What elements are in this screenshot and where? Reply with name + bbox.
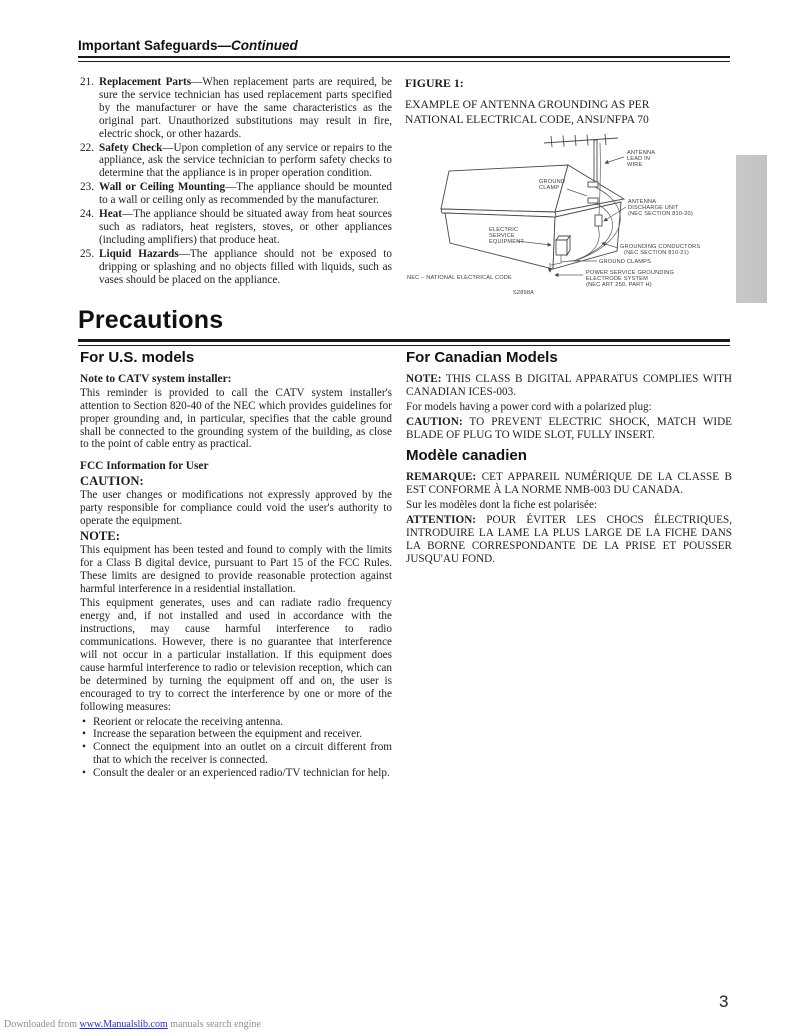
label-grounding-conductors: GROUNDING CONDUCTORS — [620, 244, 701, 250]
list-item: • Consult the dealer or an experienced radio/TV technician for help. — [80, 767, 392, 780]
item-number: 23. — [80, 181, 94, 194]
item-text: —Upon completion of any service or repairs to the appliance, ask the service technician to perform safety checks to determine that the appliance is in proper operation condition. — [99, 141, 392, 180]
antenna-grounding-diagram — [405, 132, 735, 307]
header-title — [78, 38, 730, 53]
manualslib-link[interactable]: www.Manualslib.com — [79, 1019, 168, 1030]
caution-paragraph: The user changes or modifications not expressly approved by the party responsible for compliance could void the user's authority to operate the equipment. — [80, 489, 392, 527]
polarized-plug-note-fr: Sur les modèles dont la fiche est polarisée: — [406, 499, 598, 512]
item-term: Heat — [99, 208, 122, 221]
item-body — [99, 208, 392, 247]
label-grounding-conductors: (NEC SECTION 810-21) — [624, 250, 689, 256]
item-text: —When replacement parts are required, be sure the service technician has used replacement parts specified by the manufacturer or have the same characteristics as the original part. Unauthorized substitutions may result in fire, electric shock, or other hazards. — [99, 76, 392, 140]
list-item: • Reorient or relocate the receiving antenna. — [80, 716, 392, 729]
label-nec-note: NEC – NATIONAL ELECTRICAL CODE — [407, 275, 512, 281]
item-term: Liquid Hazards — [99, 247, 179, 260]
us-models-section — [80, 349, 392, 780]
label-antenna-discharge-unit: (NEC SECTION 810-20) — [628, 211, 693, 217]
note-label: NOTE: — [406, 372, 442, 385]
polarized-plug-note: For models having a power cord with a polarized plug: — [406, 400, 652, 413]
canadian-models-heading: For Canadian Models — [406, 349, 558, 366]
remarque-paragraph — [406, 471, 732, 497]
label-antenna-lead-in: ANTENNA — [627, 150, 656, 156]
item-body — [99, 142, 392, 181]
label-ground-clamp: GROUND — [539, 179, 566, 185]
item-term: Replacement Parts — [99, 76, 192, 88]
label-power-service-grounding: POWER SERVICE GROUNDING — [586, 270, 675, 276]
note-text: THIS CLASS B DIGITAL APPARATUS COMPLIES WITH CANADIAN ICES-003. — [406, 372, 732, 398]
safeguards-list — [80, 76, 392, 288]
catv-paragraph: This reminder is provided to call the CATV system installer's attention to Section 820-40 of the NEC which provides guidelines for proper grounding and, in particular, specifies that the cable ground shall be connected to the grounding system of the building, as close to the point of cable entry as practical. — [80, 386, 392, 451]
list-item: • Connect the equipment into an outlet on a circuit different from that to which the receiver is connected. — [80, 741, 392, 767]
figure-block — [405, 76, 737, 307]
caution-label: CAUTION: — [406, 415, 463, 428]
precautions-title: Precautions — [78, 306, 224, 334]
footer-prefix: Downloaded from — [4, 1019, 80, 1030]
page-header — [78, 38, 730, 62]
list-item — [80, 208, 392, 247]
note-paragraph-1: This equipment has been tested and found to comply with the limits for a Class B digital device, pursuant to Part 15 of the FCC Rules. These limits are designed to provide reasonable protection against harmful interference in a residential installation. — [80, 543, 392, 595]
item-number: 21. — [80, 76, 94, 88]
remarque-label: REMARQUE: — [406, 471, 477, 484]
label-ground-clamps: GROUND CLAMPS — [599, 259, 652, 265]
label-power-service-grounding: ELECTRODE SYSTEM — [586, 276, 648, 282]
footer — [4, 1019, 261, 1030]
page-number: 3 — [719, 992, 729, 1011]
header-rule — [78, 56, 730, 62]
attention-text: POUR ÉVITER LES CHOCS ÉLECTRIQUES, INTRODUIRE LA LAME LA PLUS LARGE DE LA FICHE DANS LA BORNE CORRESPONDANTE DE LA PRISE ET POUSSER JUSQU'AU FOND. — [406, 514, 732, 565]
interference-measures-list — [80, 716, 392, 781]
note-label: NOTE: — [80, 528, 120, 543]
fcc-heading: FCC Information for User — [80, 460, 209, 473]
catv-heading: Note to CATV system installer: — [80, 372, 232, 385]
list-item — [80, 76, 392, 141]
item-text: —The appliance should not be exposed to dripping or splashing and no objects filled with liquids, such as vases should be placed on the appliance. — [99, 247, 392, 286]
item-number: 25. — [80, 247, 94, 260]
label-antenna-lead-in: WIRE — [627, 162, 643, 168]
item-body — [99, 248, 392, 287]
item-number: 24. — [80, 208, 94, 221]
item-text: —The appliance should be situated away from heat sources such as radiators, heat registers, stoves, or other appliances (including amplifiers) that produce heat. — [99, 208, 392, 246]
label-antenna-discharge-unit: ANTENNA — [628, 199, 657, 205]
item-body — [99, 76, 392, 141]
item-term: Wall or Ceiling Mounting — [99, 181, 226, 194]
label-power-service-grounding: (NEC ART 250, PART H) — [586, 282, 652, 288]
list-item — [80, 248, 392, 287]
figure-caption-line2: NATIONAL ELECTRICAL CODE, ANSI/NFPA 70 — [405, 112, 649, 126]
figure-code: S2898A — [513, 290, 535, 296]
caution-text: TO PREVENT ELECTRIC SHOCK, MATCH WIDE BLADE OF PLUG TO WIDE SLOT, FULLY INSERT. — [406, 415, 732, 441]
precautions-rule — [78, 339, 730, 346]
header-title-continued: Continued — [231, 38, 298, 53]
label-electric-service-equipment: EQUIPMENT — [489, 239, 525, 245]
item-term: Safety Check — [99, 141, 163, 154]
header-title-main: Important Safeguards— — [78, 38, 232, 53]
us-models-heading: For U.S. models — [80, 349, 195, 366]
attention-label: ATTENTION: — [406, 514, 477, 527]
label-electric-service-equipment: SERVICE — [489, 233, 515, 239]
canadian-caution — [406, 416, 732, 442]
label-electric-service-equipment: ELECTRIC — [489, 227, 519, 233]
remarque-text: CET APPAREIL NUMÉRIQUE DE LA CLASSE B EST CONFORME À LA NORME NMB-003 DU CANADA. — [406, 471, 732, 497]
note-paragraph-2: This equipment generates, uses and can radiate radio frequency energy and, if not installed and used in accordance with the instructions, may cause harmful interference to radio communications. However, there is no guarantee that interference will not occur in a particular installation. If this equipment does cause harmful interference to radio or television reception, which can be determined by turning the equipment off and on, the user is encouraged to try to correct the interference by one or more of the following measures: — [80, 597, 392, 713]
label-antenna-discharge-unit: DISCHARGE UNIT — [628, 205, 679, 211]
item-text: —The appliance should be mounted to a wall or ceiling only as recommended by the manufacturer. — [99, 181, 392, 207]
precautions-header — [78, 306, 730, 346]
item-number: 22. — [80, 141, 94, 154]
label-ground-clamp: CLAMP — [539, 185, 560, 191]
canadian-models-section — [406, 349, 732, 568]
label-antenna-lead-in: LEAD IN — [627, 156, 651, 162]
attention-paragraph — [406, 514, 732, 566]
item-body — [99, 181, 392, 207]
footer-suffix: manuals search engine — [167, 1019, 261, 1030]
caution-label: CAUTION: — [80, 474, 144, 489]
page-edge-tab — [736, 155, 767, 303]
canadian-note — [406, 373, 732, 399]
list-item: • Increase the separation between the equipment and receiver. — [80, 728, 392, 741]
figure-caption-line1: EXAMPLE OF ANTENNA GROUNDING AS PER — [405, 98, 650, 111]
list-item — [80, 142, 392, 181]
figure-title: FIGURE 1: — [405, 76, 464, 90]
modele-canadien-heading: Modèle canadien — [406, 447, 527, 465]
list-item — [80, 181, 392, 207]
